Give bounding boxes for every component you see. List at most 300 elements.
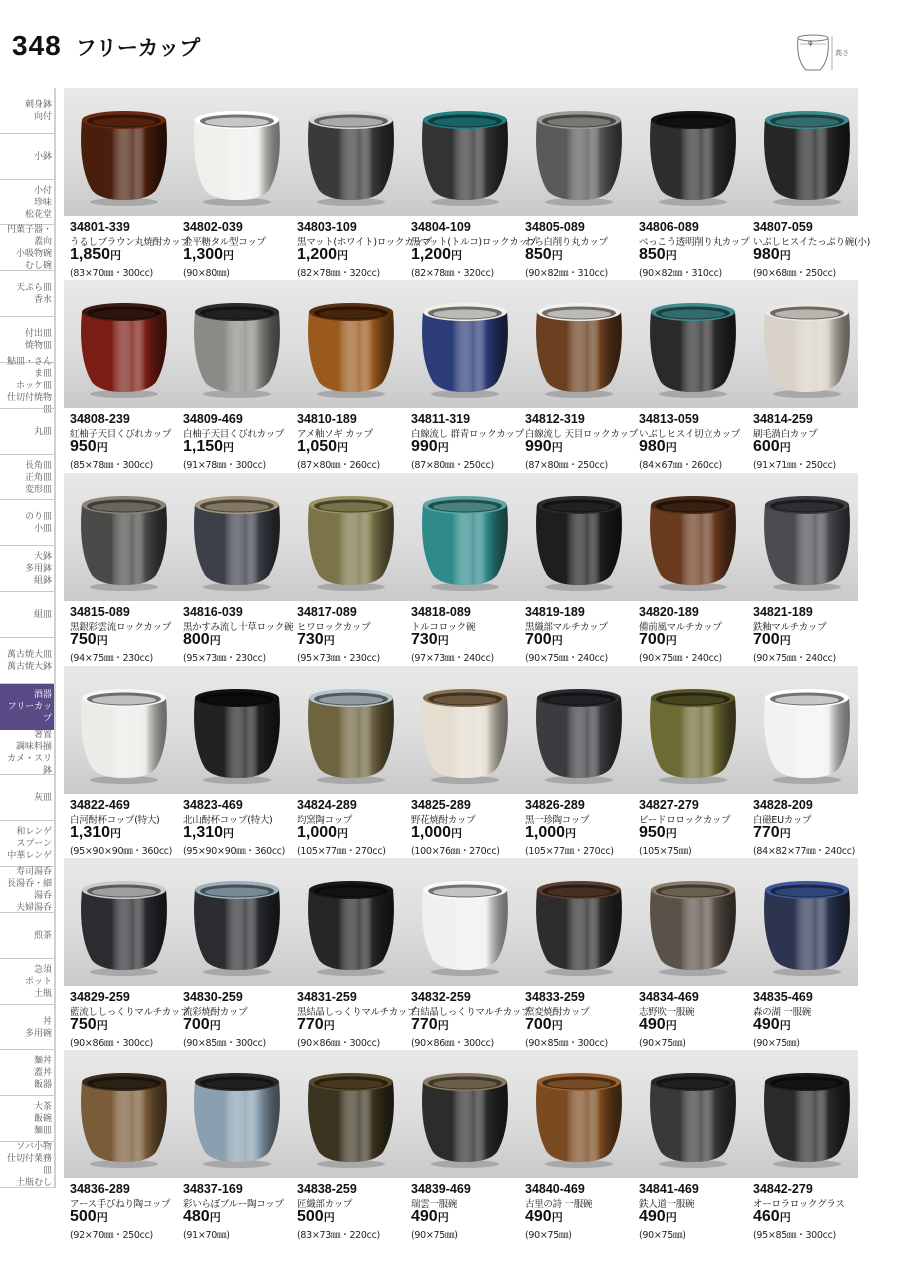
diameter-label: φ: [808, 39, 813, 47]
product-price: [70, 1208, 108, 1226]
cup-image: [187, 684, 287, 788]
currency-unit: 円: [437, 442, 449, 454]
product-name: トルコロック碗: [411, 622, 476, 633]
price-value: 1,050: [297, 438, 338, 455]
product-code: 34804-109: [411, 220, 471, 234]
cup-image: [187, 106, 287, 210]
product-code: 34811-319: [411, 412, 471, 426]
price-value: 850: [525, 246, 552, 263]
product-code: 34821-189: [753, 605, 813, 619]
currency-unit: 円: [223, 250, 235, 262]
product-name: 刷毛渦白カップ: [753, 429, 818, 440]
product-code: 34812-319: [525, 412, 585, 426]
sidebar-item-label: 鮎皿・さんま皿: [6, 356, 52, 379]
price-value: 490: [525, 1208, 552, 1225]
product-code: 34803-109: [297, 220, 357, 234]
sidebar-item-label: 土瓶むし: [15, 1178, 52, 1189]
product-dimensions: (90×75㎜): [639, 1230, 686, 1241]
product-name: 均窯陶コップ: [297, 815, 353, 826]
product-name: 黒かすみ流し十草ロック碗: [183, 622, 294, 633]
price-value: 700: [753, 631, 780, 648]
product-name: 黒一珍陶コップ: [525, 815, 590, 826]
product-dimensions: (90×75㎜): [525, 1230, 572, 1241]
currency-unit: 円: [551, 442, 563, 454]
sidebar-item-label: 煎茶: [33, 930, 52, 941]
product-code: 34824-289: [297, 798, 357, 812]
product-name: アメ釉ソギ カップ: [297, 429, 373, 440]
price-value: 1,200: [297, 246, 338, 263]
product-code: 34825-289: [411, 798, 471, 812]
product-dimensions: (95×73㎜・230cc): [183, 653, 266, 664]
sidebar-item-label: 蓋丼: [33, 1068, 52, 1079]
product-dimensions: (91×78㎜・300cc): [183, 460, 266, 471]
sidebar-item-label: 麺丼: [33, 1056, 52, 1067]
product-name: 窯変焼酎カップ: [525, 1007, 590, 1018]
product-dimensions: (95×90×90㎜・360cc): [70, 846, 173, 857]
cup-image: [187, 1068, 287, 1172]
currency-unit: 円: [779, 828, 791, 840]
product-name: いぶしヒスイたっぷり碗(小): [753, 237, 871, 248]
currency-unit: 円: [665, 635, 677, 647]
sidebar-item[interactable]: [0, 638, 56, 684]
currency-unit: 円: [779, 1020, 791, 1032]
product-code: 34823-469: [183, 798, 243, 812]
sidebar-item-label: 箸置: [33, 729, 52, 740]
product-dimensions: (95×85㎜・300cc): [753, 1230, 836, 1241]
product-price: [411, 824, 462, 842]
currency-unit: 円: [96, 1212, 108, 1224]
sidebar-item[interactable]: [0, 959, 56, 1005]
sidebar-item-label: 小皿: [33, 524, 52, 535]
cup-image: [529, 1068, 629, 1172]
product-dimensions: (83×70㎜・300cc): [70, 268, 153, 279]
product-code: 34842-279: [753, 1182, 813, 1196]
currency-unit: 円: [209, 635, 221, 647]
cup-image: [529, 106, 629, 210]
sidebar-item-label: 正角皿: [24, 472, 52, 483]
cup-image: [643, 491, 743, 595]
product-price: [297, 1016, 335, 1034]
product-code: 34801-339: [70, 220, 130, 234]
product-code: 34817-089: [297, 605, 357, 619]
sidebar-item[interactable]: [0, 409, 56, 455]
product-price: [183, 246, 234, 264]
product-price: [753, 1016, 791, 1034]
currency-unit: 円: [779, 635, 791, 647]
height-label: 高さ: [835, 49, 849, 57]
currency-unit: 円: [665, 1212, 677, 1224]
sidebar-item-label: スプーン: [16, 839, 52, 850]
price-value: 700: [639, 631, 666, 648]
currency-unit: 円: [209, 1020, 221, 1032]
cup-image: [643, 106, 743, 210]
currency-unit: 円: [223, 828, 235, 840]
product-price: [525, 438, 563, 456]
cup-image: [301, 491, 401, 595]
sidebar-item[interactable]: [0, 913, 56, 959]
cup-image: [74, 684, 174, 788]
cup-dimension-diagram: [790, 26, 862, 78]
product-dimensions: (87×80㎜・260cc): [297, 460, 380, 471]
product-dimensions: (97×73㎜・240cc): [411, 653, 494, 664]
product-code: 34839-469: [411, 1182, 471, 1196]
product-price: [70, 824, 121, 842]
product-dimensions: (84×67㎜・260cc): [639, 460, 722, 471]
sidebar-item[interactable]: [0, 821, 56, 867]
currency-unit: 円: [665, 1020, 677, 1032]
product-name: 森の湖 一服碗: [753, 1007, 811, 1018]
cup-image: [74, 876, 174, 980]
product-code: 34810-189: [297, 412, 357, 426]
product-dimensions: (105×75㎜): [639, 846, 692, 857]
price-value: 480: [183, 1208, 210, 1225]
price-value: 490: [753, 1016, 780, 1033]
product-dimensions: (87×80㎜・250cc): [525, 460, 608, 471]
product-price: [525, 631, 563, 649]
product-price: [525, 246, 563, 264]
product-code: 34805-089: [525, 220, 585, 234]
currency-unit: 円: [665, 828, 677, 840]
cup-image: [187, 876, 287, 980]
cup-image: [529, 684, 629, 788]
cup-image: [187, 298, 287, 402]
product-dimensions: (92×70㎜・250cc): [70, 1230, 153, 1241]
product-code: 34834-469: [639, 990, 699, 1004]
sidebar-item-label: のり皿: [24, 512, 52, 523]
product-price: [411, 1208, 449, 1226]
product-dimensions: (94×75㎜・230cc): [70, 653, 153, 664]
cup-outline-icon: [790, 26, 862, 78]
currency-unit: 円: [96, 1020, 108, 1032]
product-dimensions: (82×78㎜・320cc): [411, 268, 494, 279]
product-dimensions: (82×78㎜・320cc): [297, 268, 380, 279]
price-value: 490: [411, 1208, 438, 1225]
product-name: オーロラロックグラス: [753, 1199, 845, 1210]
sidebar-item-label: 飯器: [33, 1080, 52, 1091]
product-code: 34828-209: [753, 798, 813, 812]
price-value: 950: [639, 824, 666, 841]
price-value: 1,000: [411, 824, 452, 841]
product-code: 34841-469: [639, 1182, 699, 1196]
product-name: ヒワロックカップ: [297, 622, 371, 633]
product-code: 34833-259: [525, 990, 585, 1004]
sidebar-item-label: 仕切付業務皿: [6, 1154, 52, 1177]
cup-image: [757, 876, 857, 980]
product-price: [297, 824, 348, 842]
product-dimensions: (90×80㎜): [183, 268, 230, 279]
product-name: 藍流ししっくりマルチカップ: [70, 1007, 190, 1018]
sidebar-item-label: 萬古焼大皿: [6, 649, 52, 660]
sidebar-item-label: 和レンゲ: [16, 827, 52, 838]
product-name: 紅柚子天目くびれカップ: [70, 429, 172, 440]
product-name: 瑞雲一服碗: [411, 1199, 458, 1210]
sidebar-item-label: 組皿: [33, 610, 52, 621]
sidebar-item-label: ポット: [24, 976, 52, 987]
sidebar-item-label: 夫婦湯呑: [15, 903, 52, 914]
sidebar-item-label: 酒器: [33, 689, 52, 700]
sidebar-item[interactable]: [0, 180, 56, 226]
product-price: [753, 1208, 791, 1226]
product-price: [297, 246, 348, 264]
product-dimensions: (90×75㎜): [639, 1038, 686, 1049]
sidebar-item-label: 香水: [33, 295, 52, 306]
sidebar-item-label: 長角皿: [24, 460, 52, 471]
sidebar-item-label: 中華レンゲ: [7, 851, 52, 862]
cup-image: [74, 491, 174, 595]
sidebar-item[interactable]: [0, 592, 56, 638]
product-price: [525, 1208, 563, 1226]
price-value: 730: [411, 631, 438, 648]
product-code: 34813-059: [639, 412, 699, 426]
product-name: うるしブラウン丸焼酎カップ: [70, 237, 190, 248]
product-dimensions: (90×75㎜): [753, 1038, 800, 1049]
product-price: [411, 246, 462, 264]
product-price: [639, 1208, 677, 1226]
cup-image: [74, 106, 174, 210]
product-name: 白磁EUカップ: [753, 815, 812, 826]
product-name: 匠織部カップ: [297, 1199, 353, 1210]
sidebar-item[interactable]: [0, 1051, 56, 1097]
product-name: ビードロロックカップ: [639, 815, 731, 826]
sidebar-item-label: 変形皿: [24, 484, 52, 495]
cup-image: [74, 298, 174, 402]
product-code: 34836-289: [70, 1182, 130, 1196]
currency-unit: 円: [779, 1212, 791, 1224]
product-name: 黒結晶しっくりマルチカップ: [297, 1007, 417, 1018]
product-dimensions: (90×75㎜・240cc): [753, 653, 836, 664]
cup-image: [757, 684, 857, 788]
product-code: 34815-089: [70, 605, 130, 619]
price-value: 850: [639, 246, 666, 263]
price-value: 600: [753, 438, 780, 455]
sidebar-item-label: 大茶: [33, 1102, 52, 1113]
currency-unit: 円: [451, 250, 463, 262]
sidebar-item-label: 急須: [33, 964, 52, 975]
sidebar-item-label: ソバ小物: [16, 1142, 52, 1153]
product-code: 34818-089: [411, 605, 471, 619]
product-dimensions: (87×80㎜・250cc): [411, 460, 494, 471]
product-code: 34831-259: [297, 990, 357, 1004]
sidebar-item-label: 長湯呑・細湯呑: [6, 879, 52, 902]
product-name: 白柚子天目くびれカップ: [183, 429, 285, 440]
price-value: 980: [753, 246, 780, 263]
currency-unit: 円: [437, 1212, 449, 1224]
sidebar-item-label: 飯碗: [33, 1114, 52, 1125]
sidebar-item-label: ホッケ皿: [15, 380, 52, 391]
cup-image: [74, 1068, 174, 1172]
sidebar-item[interactable]: [0, 1096, 56, 1142]
product-name: 白線流し 天目ロックカップ: [525, 429, 638, 440]
product-price: [183, 824, 234, 842]
price-value: 500: [297, 1208, 324, 1225]
product-dimensions: (84×82×77㎜・240cc): [753, 846, 856, 857]
cup-image: [757, 491, 857, 595]
cup-image: [757, 106, 857, 210]
currency-unit: 円: [337, 442, 349, 454]
product-price: [753, 631, 791, 649]
sidebar-item-label: 円菓子器・蓋向: [6, 225, 52, 248]
product-dimensions: (83×73㎜・220cc): [297, 1230, 380, 1241]
product-price: [753, 246, 791, 264]
product-price: [753, 438, 791, 456]
sidebar-item[interactable]: [0, 356, 56, 415]
product-code: 34838-259: [297, 1182, 357, 1196]
price-value: 700: [525, 631, 552, 648]
product-name: 流彩焼酎カップ: [183, 1007, 248, 1018]
product-name: 金平糖タル型コップ: [183, 237, 266, 248]
product-price: [183, 1208, 221, 1226]
sidebar-item-label: 付出皿: [24, 329, 52, 340]
sidebar-item-label: 焼物皿: [24, 341, 52, 352]
product-code: 34802-039: [183, 220, 243, 234]
sidebar-item-label: 丼: [42, 1016, 52, 1027]
product-dimensions: (90×68㎜・250cc): [753, 268, 836, 279]
price-value: 750: [70, 1016, 97, 1033]
product-dimensions: (105×77㎜・270cc): [525, 846, 614, 857]
sidebar-item-label: 調味料揃: [15, 741, 52, 752]
cup-image: [643, 298, 743, 402]
product-dimensions: (90×85㎜・300cc): [183, 1038, 266, 1049]
currency-unit: 円: [96, 635, 108, 647]
product-code: 34832-259: [411, 990, 471, 1004]
sidebar-item[interactable]: [0, 271, 56, 317]
sidebar-item[interactable]: [0, 455, 56, 501]
product-name: 備前風マルチカップ: [639, 622, 722, 633]
sidebar-item[interactable]: [0, 501, 56, 547]
currency-unit: 円: [337, 828, 349, 840]
price-value: 1,150: [183, 438, 224, 455]
product-code: 34837-169: [183, 1182, 243, 1196]
sidebar-item-label: むし碗: [24, 261, 52, 272]
currency-unit: 円: [323, 1212, 335, 1224]
price-value: 500: [70, 1208, 97, 1225]
sidebar-item-label: 松花堂: [24, 209, 52, 220]
product-name: 鉄人道一服碗: [639, 1199, 695, 1210]
product-price: [639, 438, 677, 456]
price-value: 1,310: [183, 824, 224, 841]
product-code: 34820-189: [639, 605, 699, 619]
currency-unit: 円: [779, 250, 791, 262]
sidebar-item-label: 灰皿: [33, 793, 52, 804]
product-price: [70, 246, 121, 264]
product-dimensions: (90×82㎜・310cc): [639, 268, 722, 279]
product-code: 34808-239: [70, 412, 130, 426]
currency-unit: 円: [323, 635, 335, 647]
product-dimensions: (90×75㎜・240cc): [639, 653, 722, 664]
sidebar-item-label: 小吸物碗: [15, 249, 52, 260]
product-price: [183, 1016, 221, 1034]
product-price: [70, 1016, 108, 1034]
product-dimensions: (100×76㎜・270cc): [411, 846, 500, 857]
price-value: 750: [70, 631, 97, 648]
cup-image: [301, 298, 401, 402]
cup-image: [301, 876, 401, 980]
price-value: 770: [297, 1016, 324, 1033]
sidebar-item-label: 珍味: [33, 197, 52, 208]
product-code: 34827-279: [639, 798, 699, 812]
sidebar-item-label: 萬古焼大鉢: [6, 661, 52, 672]
product-price: [639, 1016, 677, 1034]
currency-unit: 円: [96, 442, 108, 454]
price-value: 490: [639, 1208, 666, 1225]
sidebar-item[interactable]: [0, 88, 56, 134]
sidebar-item-label: カメ・スリ鉢: [6, 753, 52, 776]
product-name: 黒銀彩雲流ロックカップ: [70, 622, 171, 633]
product-name: 白線流し 群青ロックカップ: [411, 429, 524, 440]
sidebar-item[interactable]: [0, 730, 56, 776]
product-name: 黒マット(トルコ)ロックカップ: [411, 237, 537, 248]
currency-unit: 円: [437, 1020, 449, 1032]
cup-image: [301, 1068, 401, 1172]
product-code: 34826-289: [525, 798, 585, 812]
product-dimensions: (90×86㎜・300cc): [70, 1038, 153, 1049]
product-name: べっこう透明削り丸カップ: [639, 237, 750, 248]
product-code: 34807-059: [753, 220, 813, 234]
product-dimensions: (90×82㎜・310cc): [525, 268, 608, 279]
price-value: 800: [183, 631, 210, 648]
cup-image: [529, 876, 629, 980]
price-value: 700: [525, 1016, 552, 1033]
product-name: 野花焼酎カップ: [411, 815, 476, 826]
product-dimensions: (85×78㎜・300cc): [70, 460, 153, 471]
cup-image: [415, 1068, 515, 1172]
currency-unit: 円: [779, 442, 791, 454]
sidebar-item-label: 天ぷら皿: [15, 283, 52, 294]
product-code: 34816-039: [183, 605, 243, 619]
product-name: 白河酎杯コップ(特大): [70, 815, 160, 826]
price-value: 770: [753, 824, 780, 841]
price-value: 950: [70, 438, 97, 455]
currency-unit: 円: [565, 828, 577, 840]
sidebar-item-label: 丸皿: [33, 426, 52, 437]
product-code: 34822-469: [70, 798, 130, 812]
product-price: [639, 246, 677, 264]
product-code: 34830-259: [183, 990, 243, 1004]
price-value: 770: [411, 1016, 438, 1033]
product-name: 鉄釉マルチカップ: [753, 622, 827, 633]
sidebar-item[interactable]: [0, 776, 56, 822]
sidebar-item-label: 大鉢: [33, 552, 52, 563]
product-dimensions: (90×85㎜・300cc): [525, 1038, 608, 1049]
product-price: [525, 1016, 563, 1034]
price-value: 990: [411, 438, 438, 455]
page-number: 348: [12, 30, 62, 61]
product-name: いぶしヒスイ切立カップ: [639, 429, 740, 440]
product-price: [183, 438, 234, 456]
sidebar-item-label: 土瓶: [33, 988, 52, 999]
cup-image: [757, 1068, 857, 1172]
sidebar-item-label: 小鉢: [33, 151, 52, 162]
sidebar-item[interactable]: [0, 226, 56, 272]
sidebar-item[interactable]: [0, 134, 56, 180]
product-name: 彩いらぼブルー陶コップ: [183, 1199, 284, 1210]
currency-unit: 円: [665, 442, 677, 454]
sidebar-item[interactable]: [0, 546, 56, 592]
sidebar-divider: [54, 88, 56, 1188]
product-dimensions: (105×77㎜・270cc): [297, 846, 386, 857]
sidebar-item[interactable]: [0, 684, 56, 730]
cup-image: [301, 684, 401, 788]
currency-unit: 円: [110, 828, 122, 840]
sidebar-item[interactable]: [0, 1142, 56, 1188]
sidebar-item[interactable]: [0, 867, 56, 913]
product-price: [297, 1208, 335, 1226]
price-value: 1,850: [70, 246, 111, 263]
sidebar-item[interactable]: [0, 1005, 56, 1051]
currency-unit: 円: [437, 635, 449, 647]
product-dimensions: (91×70㎜): [183, 1230, 230, 1241]
product-name: 古里の詩 一服碗: [525, 1199, 593, 1210]
